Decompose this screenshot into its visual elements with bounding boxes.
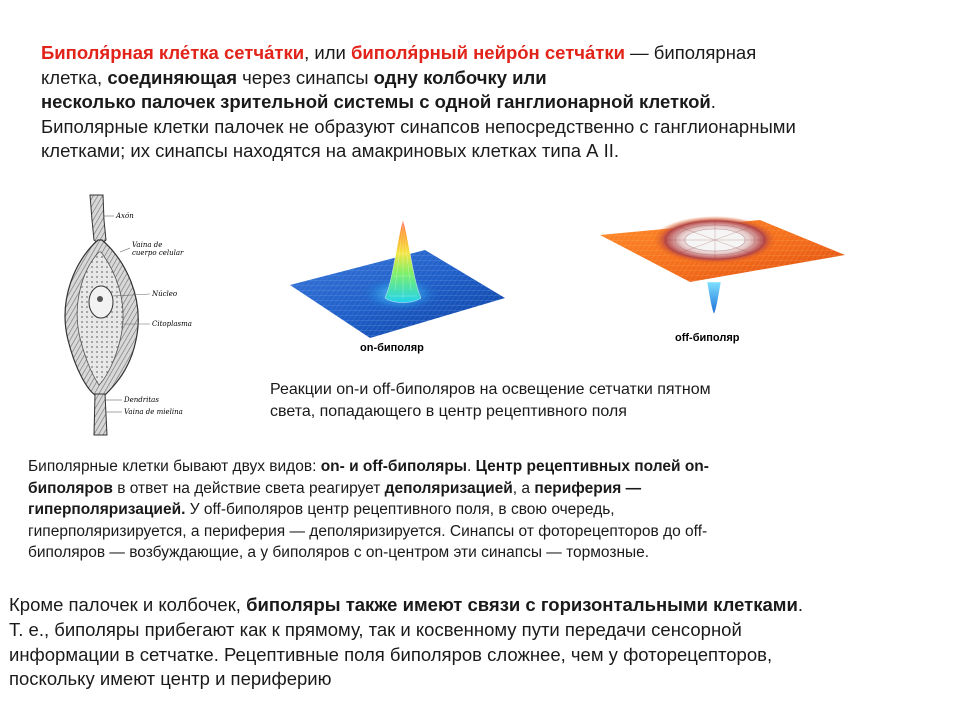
- on-bipolar-label: on-биполяр: [360, 342, 424, 354]
- on-bipolar-figure: [285, 210, 510, 355]
- reactions-caption: [270, 379, 830, 422]
- label-soma-sheath: Vaina de: [132, 241, 163, 249]
- types-line-3: гиперполяризацией. У off-биполяров центр рецептивного поля, в свою очередь,: [28, 501, 615, 518]
- bottom-line-1: Кроме палочек и колбочек, биполяры также имеют связи с горизонтальными клетками.: [9, 594, 803, 615]
- intro-paragraph: [41, 41, 921, 164]
- reactions-caption-line-1: Реакции on-и off-биполяров на освещение сетчатки пятном: [270, 381, 711, 398]
- bipolar-types-paragraph: [28, 456, 868, 564]
- dendrite-trunk: [94, 394, 107, 435]
- off-bipolar-figure: [595, 210, 850, 350]
- types-line-1: Биполярные клетки бывают двух видов: on- и off-биполяры. Центр рецептивных полей on-: [28, 458, 709, 475]
- intro-line-3: несколько палочек зрительной системы с одной ганглионарной клеткой.: [41, 91, 716, 112]
- types-line-2: биполяров в ответ на действие света реагирует деполяризацией, а периферия —: [28, 479, 642, 497]
- types-line-4: гиперполяризируется, а периферия — деполяризируется. Синапсы от фоторецепторов до off-: [28, 522, 708, 540]
- label-axon: Axón: [116, 212, 134, 220]
- bipolar-cell-drawing: [50, 190, 250, 440]
- label-myelin: Vaina de mielina: [124, 408, 183, 416]
- intro-line-1: Биполя́рная кле́тка сетча́тки, или биполя́рный нейро́н сетча́тки — биполярная: [41, 42, 757, 63]
- nucleolus: [97, 296, 103, 302]
- term-bipolar-cell: Биполя́рная кле́тка сетча́тки: [41, 42, 305, 63]
- off-center-dip: [707, 282, 721, 314]
- bottom-line-4: поскольку имеют центр и периферию: [9, 668, 332, 690]
- nucleus: [89, 286, 113, 318]
- label-dendrites: Dendritas: [124, 396, 159, 404]
- intro-line-2: клетка, соединяющая через синапсы одну колбочку или: [41, 66, 547, 88]
- intro-line-4: Биполярные клетки палочек не образуют синапсов непосредственно с ганглионарными: [41, 115, 796, 137]
- types-line-5: биполяров — возбуждающие, а у биполяров с on-центром эти синапсы — тормозные.: [28, 544, 650, 561]
- term-bipolar-neuron: биполя́рный нейро́н сетча́тки: [350, 42, 625, 63]
- bottom-line-3: информации в сетчатке. Рецептивные поля биполяров сложнее, чем у фоторецепторов,: [9, 643, 773, 665]
- label-cytoplasm: Citoplasma: [152, 320, 192, 328]
- reactions-caption-line-2: света, попадающего в центр рецептивного поля: [270, 402, 627, 420]
- label-nucleus: Núcleo: [152, 290, 178, 298]
- intro-line-5: клетками; их синапсы находятся на амакриновых клетках типа А II.: [41, 140, 620, 161]
- horizontal-connections-paragraph: [9, 593, 954, 692]
- label-soma-sheath-2: cuerpo celular: [132, 249, 184, 257]
- bottom-line-2: Т. е., биполяры прибегают как к прямому, так и косвенному пути передачи сенсорной: [9, 618, 742, 640]
- axon-trunk: [90, 195, 106, 245]
- off-bipolar-label: off-биполяр: [675, 332, 740, 344]
